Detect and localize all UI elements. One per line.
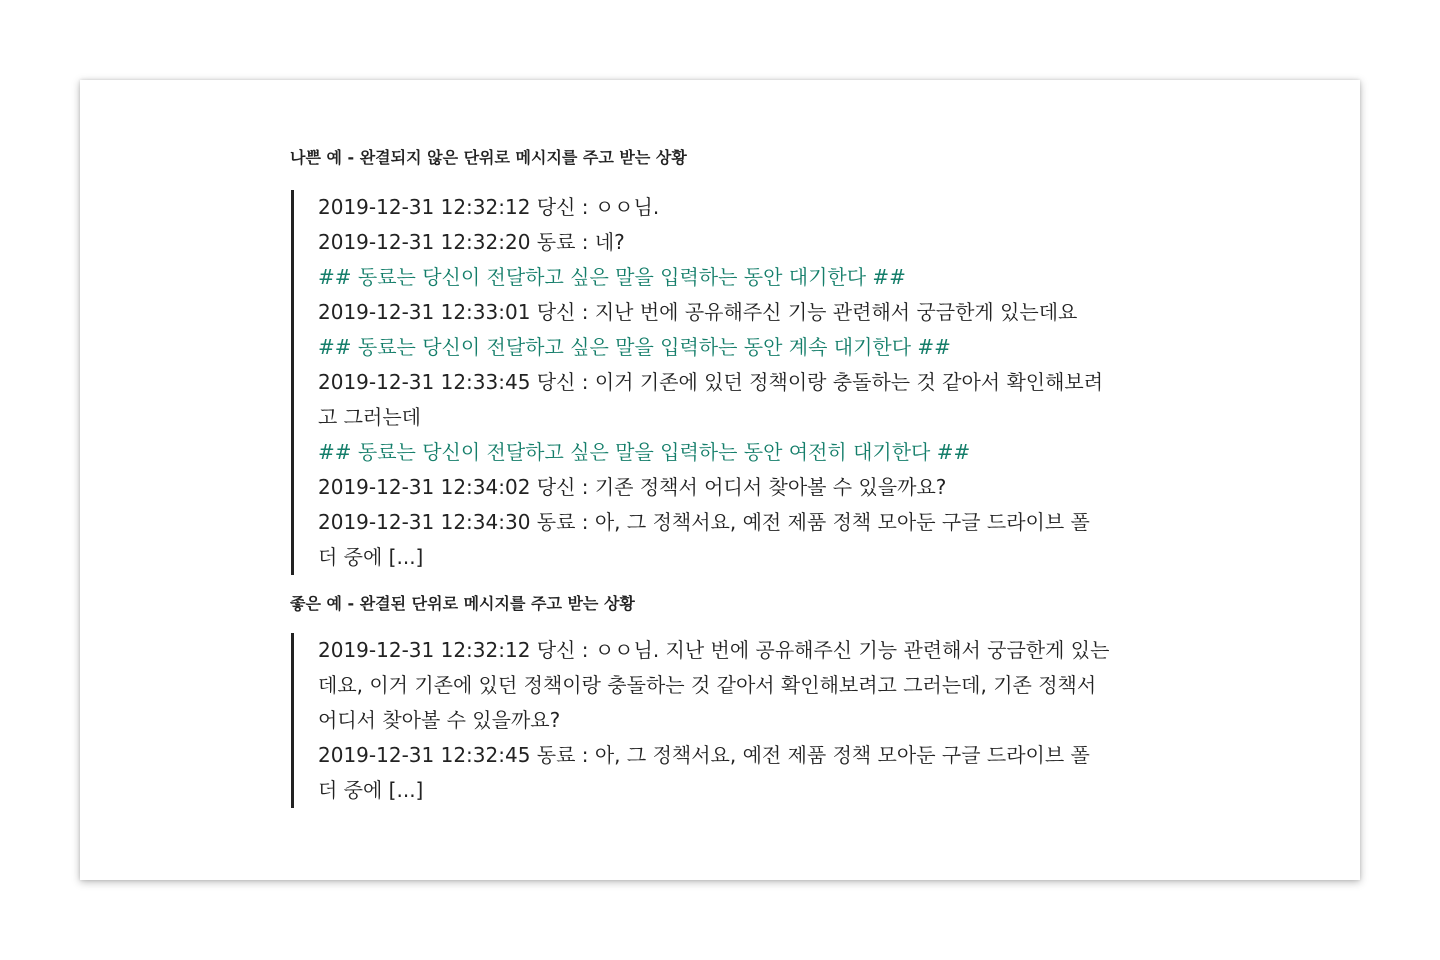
chat-line: 2019-12-31 12:34:02 당신 : 기존 정책서 어디서 찾아볼 수 있을까요?	[318, 475, 947, 499]
chat-line: 고 그러는데	[318, 405, 421, 429]
chat-note: ## 동료는 당신이 전달하고 싶은 말을 입력하는 동안 대기한다 ##	[318, 265, 906, 289]
chat-line: 2019-12-31 12:33:45 당신 : 이거 기존에 있던 정책이랑 충돌하는 것 같아서 확인해보려	[318, 370, 1104, 394]
chat-line: 2019-12-31 12:32:20 동료 : 네?	[318, 230, 625, 254]
document-card	[80, 80, 1360, 880]
chat-line: 2019-12-31 12:32:12 당신 : ㅇㅇ님. 지난 번에 공유해주신 기능 관련해서 궁금한게 있는	[318, 638, 1110, 662]
chat-line: 2019-12-31 12:32:12 당신 : ㅇㅇ님.	[318, 195, 660, 219]
chat-line: 어디서 찾아볼 수 있을까요?	[318, 708, 561, 732]
good-example-title: 좋은 예 - 완결된 단위로 메시지를 주고 받는 상황	[290, 594, 635, 613]
chat-line: 2019-12-31 12:33:01 당신 : 지난 번에 공유해주신 기능 관련해서 궁금한게 있는데요	[318, 300, 1078, 324]
chat-note: ## 동료는 당신이 전달하고 싶은 말을 입력하는 동안 계속 대기한다 ##	[318, 335, 951, 359]
chat-line: 데요, 이거 기존에 있던 정책이랑 충돌하는 것 같아서 확인해보려고 그러는데, 기존 정책서	[318, 673, 1097, 697]
chat-line: 더 중에 [...]	[318, 778, 424, 802]
good-example-quote	[291, 633, 1151, 808]
bad-example-title: 나쁜 예 - 완결되지 않은 단위로 메시지를 주고 받는 상황	[290, 148, 687, 167]
chat-note: ## 동료는 당신이 전달하고 싶은 말을 입력하는 동안 여전히 대기한다 ##	[318, 440, 971, 464]
chat-line: 더 중에 [...]	[318, 545, 424, 569]
chat-line: 2019-12-31 12:34:30 동료 : 아, 그 정책서요, 예전 제품 정책 모아둔 구글 드라이브 폴	[318, 510, 1090, 534]
bad-example-quote	[291, 190, 1151, 575]
chat-line: 2019-12-31 12:32:45 동료 : 아, 그 정책서요, 예전 제품 정책 모아둔 구글 드라이브 폴	[318, 743, 1090, 767]
